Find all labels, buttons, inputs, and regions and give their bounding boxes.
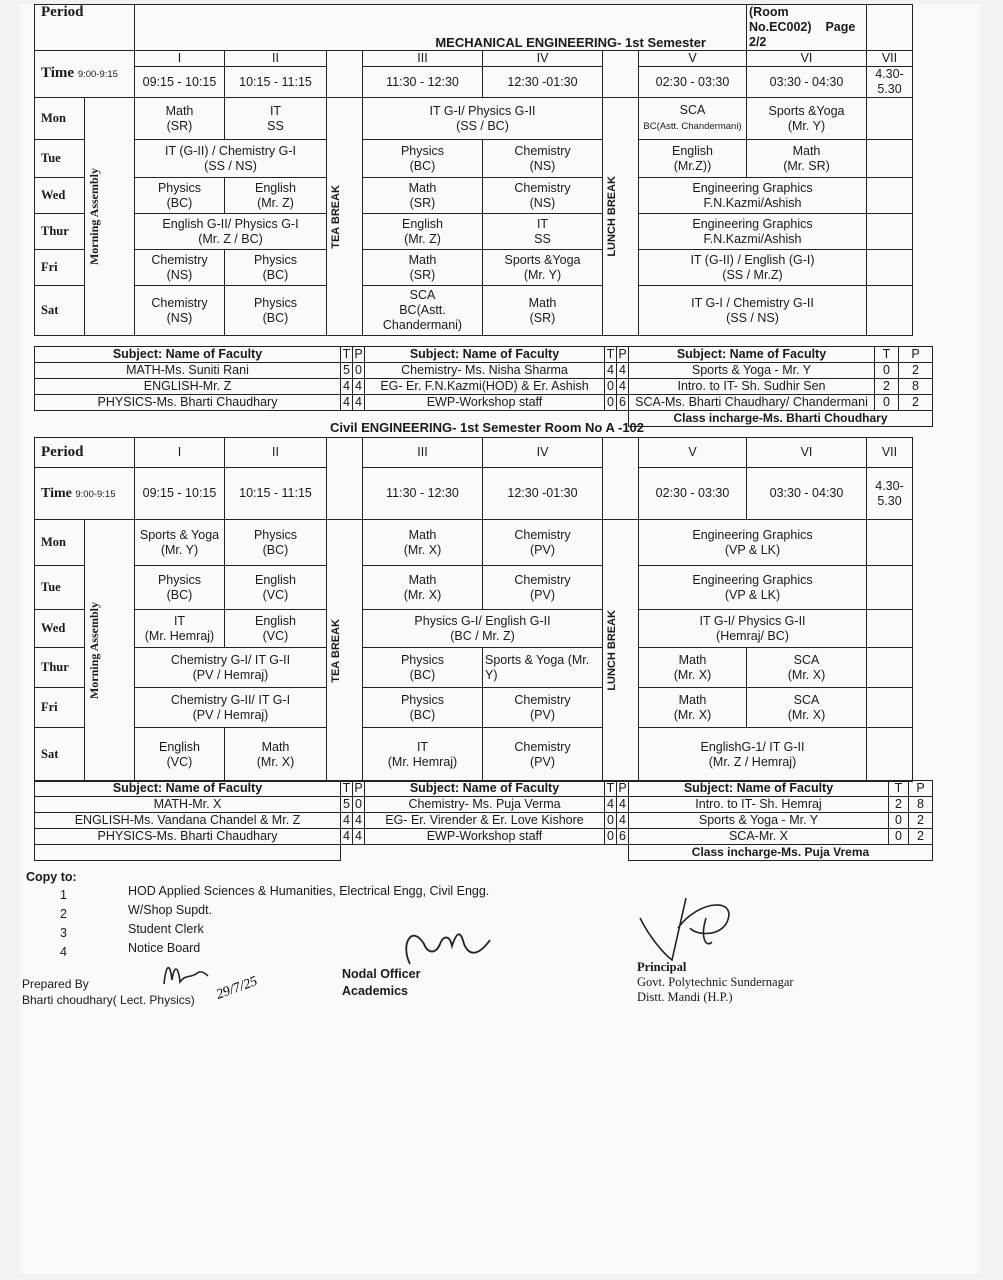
mech-cell: Physics (BC): [225, 250, 327, 286]
mech-cell: IT SS: [483, 214, 603, 250]
period-v: V: [639, 51, 747, 67]
mech-cell: Math (Mr. SR): [747, 140, 867, 178]
day-tue: Tue: [35, 140, 85, 178]
period-ii: II: [225, 51, 327, 67]
period-i: I: [135, 51, 225, 67]
fac-row: PHYSICS-Ms. Bharti Chaudhary 4 4 EWP-Workshop staff 0 6 SCA-Mr. X 0 2: [35, 829, 933, 845]
principal-block: Principal Govt. Polytechnic Sundernagar Distt. Mandi (H.P.): [637, 960, 794, 1004]
mech-cell: Chemistry (NS): [135, 286, 225, 336]
civil-cell: Physics (BC): [225, 520, 327, 566]
period-iii: III: [363, 438, 483, 468]
mech-cell: Math (SR): [363, 178, 483, 214]
prepared-signature: [156, 944, 296, 1004]
civil-cell: Chemistry (PV): [483, 520, 603, 566]
mech-cell: SCA BC(Astt. Chandermani): [363, 286, 483, 336]
time-label: Time 9:00-9:15: [35, 51, 135, 98]
mech-cell: English G-II/ Physics G-I (Mr. Z / BC): [135, 214, 327, 250]
time-label: Time 9:00-9:15: [35, 468, 135, 520]
mech-cell: Chemistry (NS): [483, 140, 603, 178]
mech-cell: Engineering Graphics F.N.Kazmi/Ashish: [639, 214, 867, 250]
mech-cell: Physics (BC): [363, 140, 483, 178]
mech-cell: SCA BC(Astt. Chandermani): [639, 98, 747, 140]
period-iii: III: [363, 51, 483, 67]
period-vii: VII: [867, 438, 913, 468]
time-iii: 11:30 - 12:30: [363, 67, 483, 98]
nodal-signature: [390, 914, 500, 974]
mech-cell: IT G-I / Chemistry G-II (SS / NS): [639, 286, 867, 336]
civil-cell: Physics (BC): [363, 688, 483, 728]
mech-class-incharge: Class incharge-Ms. Bharti Choudhary: [629, 411, 933, 427]
mech-cell: Sports &Yoga (Mr. Y): [747, 98, 867, 140]
mech-cell: IT SS: [225, 98, 327, 140]
timetable-document: [20, 4, 980, 1274]
copy-to-label: Copy to:: [26, 870, 77, 884]
time-vii: 4.30-5.30: [867, 67, 913, 98]
mech-cell: IT (G-II) / English (G-I) (SS / Mr.Z): [639, 250, 867, 286]
civil-cell: SCA (Mr. X): [747, 648, 867, 688]
civil-cell: Math (Mr. X): [363, 520, 483, 566]
day-fri: Fri: [35, 688, 85, 728]
period-vi: VI: [747, 438, 867, 468]
copy-list: HOD Applied Sciences & Humanities, Electrical Engg, Civil Engg. W/Shop Supdt. Student Clerk Notice Board: [128, 884, 490, 955]
civil-cell: IT G-I/ Physics G-II (Hemraj/ BC): [639, 610, 867, 648]
day-thur: Thur: [35, 648, 85, 688]
svg-text:29/7/25: 29/7/25: [214, 974, 260, 1003]
mech-cell: English (Mr. Z): [363, 214, 483, 250]
principal-signature: [630, 888, 780, 968]
period-v: V: [639, 438, 747, 468]
time-vii: 4.30-5.30: [867, 468, 913, 520]
time-vi: 03:30 - 04:30: [747, 468, 867, 520]
period-label: Period: [35, 5, 135, 51]
period-iv: IV: [483, 438, 603, 468]
civil-cell: Physics (BC): [135, 566, 225, 610]
time-ii: 10:15 - 11:15: [225, 468, 327, 520]
period-ii: II: [225, 438, 327, 468]
day-mon: Mon: [35, 520, 85, 566]
fac-row: MATH-Ms. Suniti Rani 5 0 Chemistry- Ms. Nisha Sharma 4 4 Sports & Yoga - Mr. Y 0 2: [35, 363, 933, 379]
mech-cell: Sports &Yoga (Mr. Y): [483, 250, 603, 286]
mech-timetable: [34, 4, 913, 336]
period-vii: VII: [867, 51, 913, 67]
time-i: 09:15 - 10:15: [135, 67, 225, 98]
period-label: Period: [35, 438, 135, 468]
lunch-break: LUNCH BREAK: [603, 520, 639, 782]
civil-cell: Engineering Graphics (VP & LK): [639, 520, 867, 566]
fac-row: MATH-Mr. X 5 0 Chemistry- Ms. Puja Verma 4 4 Intro. to IT- Sh. Hemraj 2 8: [35, 797, 933, 813]
mech-cell: Engineering Graphics F.N.Kazmi/Ashish: [639, 178, 867, 214]
tea-break: TEA BREAK: [327, 520, 363, 782]
mech-page: (Room No.EC002) Page 2/2: [747, 5, 867, 51]
civil-cell: IT (Mr. Hemraj): [363, 728, 483, 782]
morning-assembly: Morning Assembly: [85, 98, 135, 336]
mech-cell: Math (SR): [135, 98, 225, 140]
mech-cell: Chemistry (NS): [483, 178, 603, 214]
day-thur: Thur: [35, 214, 85, 250]
day-wed: Wed: [35, 178, 85, 214]
copy-numbers: 1 2 3 4: [60, 888, 67, 959]
mech-cell: English (Mr. Z): [225, 178, 327, 214]
fac-row: ENGLISH-Ms. Vandana Chandel & Mr. Z 4 4 EG- Er. Virender & Er. Love Kishore 0 4 Sports & Yoga - Mr. Y 0 2: [35, 813, 933, 829]
civil-cell: English (VC): [225, 566, 327, 610]
day-tue: Tue: [35, 566, 85, 610]
civil-cell: Sports & Yoga (Mr. Y): [483, 648, 603, 688]
civil-cell: Chemistry G-I/ IT G-II (PV / Hemraj): [135, 648, 327, 688]
civil-cell: EnglishG-1/ IT G-II (Mr. Z / Hemraj): [639, 728, 867, 782]
civil-title: Civil ENGINEERING- 1st Semester Room No A -102: [330, 420, 645, 435]
civil-cell: Math (Mr. X): [225, 728, 327, 782]
period-i: I: [135, 438, 225, 468]
fac-header: Subject: Name of Faculty: [35, 347, 341, 363]
time-i: 09:15 - 10:15: [135, 468, 225, 520]
civil-cell: English (VC): [135, 728, 225, 782]
fac-row: ENGLISH-Mr. Z 4 4 EG- Er. F.N.Kazmi(HOD) & Er. Ashish 0 4 Intro. to IT- Sh. Sudhir Sen 2 8: [35, 379, 933, 395]
civil-cell: Physics (BC): [363, 648, 483, 688]
mech-faculty: Subject: Name of Faculty T P Subject: Name of Faculty T P Subject: Name of Faculty T P MATH-Ms. Suniti Rani 5 0 Chemistry- Ms. Nisha Sharma 4 4 Sports & Yoga - Mr. Y 0 2 ENGLISH-Mr. Z 4 4 EG- Er. F.N.Kazmi(HOD) & Er. Ashish 0 4 Intro. to IT- Sh. Sudhir Sen 2 8 PHYSICS-Ms. Bharti Chaudhary 4 4 EWP-Workshop staff 0 6 SCA-Ms. Bharti Chaudhary/ Chandermani 0 2 Class incharge-Ms. Bharti Choudhary: [34, 346, 933, 427]
tea-break: TEA BREAK: [327, 98, 363, 336]
day-mon: Mon: [35, 98, 85, 140]
mech-cell: English (Mr.Z)): [639, 140, 747, 178]
civil-cell: Physics G-I/ English G-II (BC / Mr. Z): [363, 610, 603, 648]
day-sat: Sat: [35, 728, 85, 782]
civil-cell: IT (Mr. Hemraj): [135, 610, 225, 648]
time-v: 02:30 - 03:30: [639, 468, 747, 520]
civil-class-incharge: Class incharge-Ms. Puja Vrema: [629, 845, 933, 861]
fac-row: PHYSICS-Ms. Bharti Chaudhary 4 4 EWP-Workshop staff 0 6 SCA-Ms. Bharti Chaudhary/ Chandermani 0 2: [35, 395, 933, 411]
time-vi: 03:30 - 04:30: [747, 67, 867, 98]
mech-cell: Math (SR): [483, 286, 603, 336]
mech-cell: Chemistry (NS): [135, 250, 225, 286]
prepared-by: Prepared By Bharti choudhary( Lect. Physics): [22, 977, 195, 1007]
period-iv: IV: [483, 51, 603, 67]
time-iv: 12:30 -01:30: [483, 67, 603, 98]
nodal-officer: Nodal Officer Academics: [342, 967, 421, 998]
mech-title: MECHANICAL ENGINEERING- 1st Semester: [135, 5, 747, 51]
civil-cell: Engineering Graphics (VP & LK): [639, 566, 867, 610]
civil-cell: Sports & Yoga (Mr. Y): [135, 520, 225, 566]
mech-cell: Math (SR): [363, 250, 483, 286]
day-fri: Fri: [35, 250, 85, 286]
civil-cell: Chemistry G-II/ IT G-I (PV / Hemraj): [135, 688, 327, 728]
civil-cell: Chemistry (PV): [483, 728, 603, 782]
civil-cell: English (VC): [225, 610, 327, 648]
civil-faculty: Subject: Name of Faculty T P Subject: Name of Faculty T P Subject: Name of Faculty T P MATH-Mr. X 5 0 Chemistry- Ms. Puja Verma 4 4 Intro. to IT- Sh. Hemraj 2 8 ENGLISH-Ms. Vandana Chandel & Mr. Z 4 4 EG- Er. Virender & Er. Love Kishore 0 4 Sports & Yoga - Mr. Y 0 2 PHYSICS-Ms. Bharti Chaudhary 4 4 EWP-Workshop staff 0 6 SCA-Mr. X 0 2 Class incharge-Ms. Puja Vrema: [34, 780, 933, 861]
period-vi: VI: [747, 51, 867, 67]
civil-timetable: [34, 437, 913, 782]
civil-cell: Math (Mr. X): [639, 648, 747, 688]
time-iv: 12:30 -01:30: [483, 468, 603, 520]
civil-cell: Math (Mr. X): [363, 566, 483, 610]
civil-cell: SCA (Mr. X): [747, 688, 867, 728]
mech-cell: Physics (BC): [135, 178, 225, 214]
civil-cell: Math (Mr. X): [639, 688, 747, 728]
time-ii: 10:15 - 11:15: [225, 67, 327, 98]
civil-cell: Chemistry (PV): [483, 566, 603, 610]
time-v: 02:30 - 03:30: [639, 67, 747, 98]
time-iii: 11:30 - 12:30: [363, 468, 483, 520]
lunch-break: LUNCH BREAK: [603, 98, 639, 336]
mech-cell: IT (G-II) / Chemistry G-I (SS / NS): [135, 140, 327, 178]
morning-assembly: Morning Assembly: [85, 520, 135, 782]
mech-cell: IT G-I/ Physics G-II (SS / BC): [363, 98, 603, 140]
mech-cell: Physics (BC): [225, 286, 327, 336]
day-wed: Wed: [35, 610, 85, 648]
day-sat: Sat: [35, 286, 85, 336]
civil-cell: Chemistry (PV): [483, 688, 603, 728]
